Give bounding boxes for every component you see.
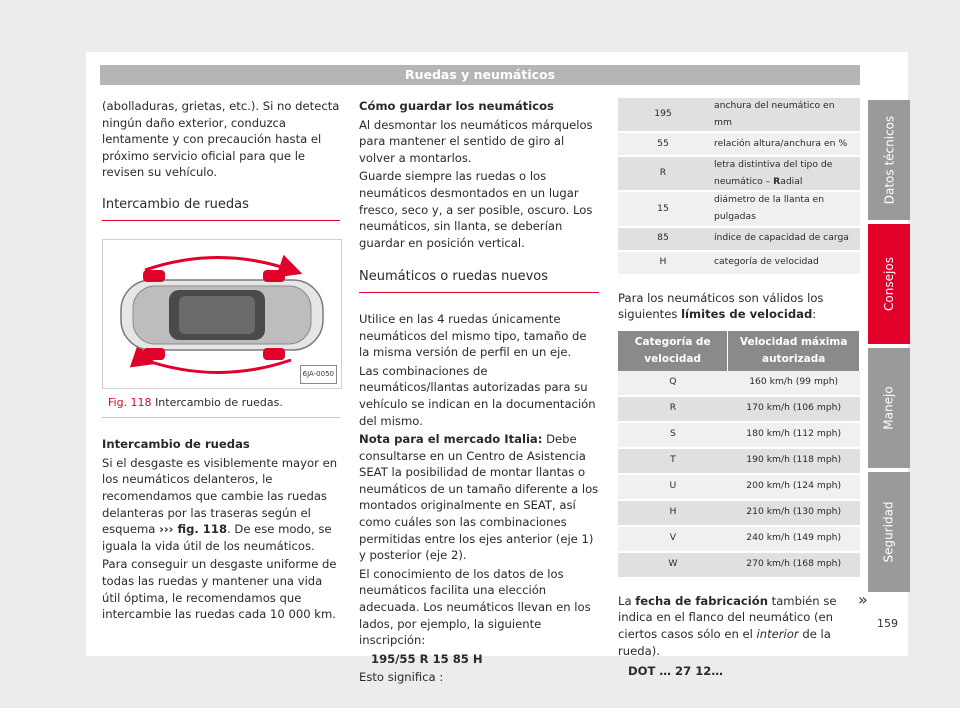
column-1 [102, 98, 340, 625]
tab-label: Manejo [882, 386, 896, 430]
paragraph-storage-2: Guarde siempre las ruedas o los neumáticos desmontados en un lugar fresco, seco y, a ser posible, oscuro. Los neumáticos, sin llanta, se deberían guardar en posición vertical. [359, 169, 593, 250]
paragraph-new-tyres-1: Utilice en las 4 ruedas únicamente neumáticos del mismo tipo, tamaño de la misma versión de perfil en un eje. [359, 311, 587, 360]
table-cell: índice de capacidad de carga [708, 227, 860, 251]
paragraph-rotation-2: Para conseguir un desgaste uniforme de todas las ruedas y mantener una vida útil óptima, le recomendamos que intercambie las ruedas cada 10 000 km. [102, 557, 337, 622]
speed-category-table [618, 331, 860, 579]
cell-text: adial [780, 175, 803, 187]
tab-label: Seguridad [882, 501, 897, 563]
subheading-storage: Cómo guardar los neumáticos [359, 99, 554, 113]
paragraph-storage-1: Al desmontar los neumáticos márquelos para mantener el sentido de giro al volver a montarlos. [359, 117, 593, 165]
table-row [618, 98, 860, 132]
figure-caption [108, 395, 340, 412]
tab-label: Datos técnicos [882, 115, 896, 205]
column-header: Velocidad máxima autorizada [728, 331, 860, 371]
subheading-wheel-rotation: Intercambio de ruedas [102, 437, 250, 452]
caption-divider [102, 417, 340, 418]
table-cell [708, 156, 860, 191]
column-3 [618, 98, 860, 682]
page-number: 159 [877, 617, 898, 630]
table-row [618, 251, 860, 275]
paragraph-italy-note [359, 431, 599, 564]
italy-note-label: Nota para el mercado Italia: [359, 432, 543, 447]
table-cell: H [618, 500, 728, 526]
table-cell: 270 km/h (168 mph) [728, 552, 860, 578]
table-cell: V [618, 526, 728, 552]
tyre-code-table [618, 98, 860, 276]
intro-paragraph: (abolladuras, grietas, etc.). Si no detecta ningún daño exterior, conduzca lentamente y con precaución hasta el próximo servicio oficial para que le revisen su vehículo. [102, 99, 340, 180]
figure-number: Fig. 118 [108, 395, 152, 409]
table-cell: H [618, 251, 708, 275]
table-header-row [618, 331, 860, 371]
table-cell: R [618, 156, 708, 191]
paragraph-text: La [618, 593, 636, 608]
table-row [618, 132, 860, 156]
table-cell: 55 [618, 132, 708, 156]
paragraph-text: Si el desgaste es visiblemente mayor en los neumáticos delanteros, le recomendamos que cambie las ruedas delanteras por las traseras según el esquema [102, 455, 338, 537]
tab-manejo[interactable] [868, 348, 910, 468]
tab-label: Consejos [882, 257, 897, 311]
paragraph-manufacture-date [618, 593, 860, 659]
paragraph-text: Para los neumáticos son válidos los siguientes [618, 290, 824, 322]
table-cell: T [618, 448, 728, 474]
table-cell: 180 km/h (112 mph) [728, 422, 860, 448]
paragraph-text-bold: límites de velocidad [681, 307, 813, 322]
table-cell: 190 km/h (118 mph) [728, 448, 860, 474]
paragraph-text-italic: interior [756, 626, 799, 641]
figure-caption-text: Intercambio de ruedas. [155, 395, 283, 409]
paragraph-text-bold: fecha de fabricación [635, 593, 768, 608]
table-cell: U [618, 474, 728, 500]
paragraph-new-tyres-2: Las combinaciones de neumáticos/llantas autorizadas para su vehículo se indican en la documentación del mismo. [359, 363, 596, 428]
table-cell: S [618, 422, 728, 448]
paragraph-text: . De ese modo, se iguala la vida útil de los neumáticos. [102, 522, 332, 553]
table-row [618, 227, 860, 251]
table-row [618, 448, 860, 474]
table-row [618, 396, 860, 422]
figure-code-label: 6JA-0050 [300, 365, 337, 384]
paragraph-text: de la rueda). [618, 626, 831, 658]
column-2 [359, 98, 599, 688]
figure-wheel-rotation [102, 239, 342, 389]
paragraph-text: : [812, 307, 817, 322]
table-cell: 210 km/h (130 mph) [728, 500, 860, 526]
continue-arrow-icon: » [858, 590, 868, 609]
cell-text-bold: R [773, 175, 781, 187]
table-row [618, 474, 860, 500]
table-cell: 15 [618, 191, 708, 226]
tyre-code-example: 195/55 R 15 85 H [371, 651, 483, 666]
table-cell: 195 [618, 98, 708, 132]
table-cell: anchura del neumático en mm [708, 98, 860, 132]
section-title-new-tyres: Neumáticos o ruedas nuevos [359, 269, 599, 293]
paragraph-text: también se indica en el flanco del neumático (en ciertos casos sólo en el [618, 593, 837, 641]
tab-seguridad[interactable] [868, 472, 910, 592]
table-row [618, 191, 860, 226]
table-cell: R [618, 396, 728, 422]
table-cell: 85 [618, 227, 708, 251]
table-cell: 160 km/h (99 mph) [728, 371, 860, 396]
italy-note-text: Debe consultarse en un Centro de Asistencia SEAT la posibilidad de montar llantas o neumáticos de un tamaño diferente a los montados originalmente en SEAT, así como cuáles son las combinaciones permitidas entre los ejes anterior (eje 1) y posterior (eje 2). [359, 432, 599, 563]
paragraph-speed-limits [618, 290, 860, 323]
table-row [618, 156, 860, 191]
table-row [618, 500, 860, 526]
page-header: Ruedas y neumáticos [100, 65, 860, 85]
table-row [618, 526, 860, 552]
section-title-wheel-rotation: Intercambio de ruedas [102, 197, 340, 221]
paragraph-new-tyres-3: El conocimiento de los datos de los neumáticos facilita una elección adecuada. Los neumáticos llevan en los lados, por ejemplo, la siguiente inscripción: [359, 566, 591, 648]
table-cell: 170 km/h (106 mph) [728, 396, 860, 422]
table-cell: W [618, 552, 728, 578]
paragraph-rotation-1 [102, 455, 340, 555]
tab-consejos[interactable] [868, 224, 910, 344]
table-cell: relación altura/anchura en % [708, 132, 860, 156]
table-cell: 240 km/h (149 mph) [728, 526, 860, 552]
table-cell: categoría de velocidad [708, 251, 860, 275]
dot-code-example: DOT … 27 12… [628, 664, 723, 679]
table-row [618, 552, 860, 578]
table-cell: Q [618, 371, 728, 396]
column-header: Categoría de velocidad [618, 331, 728, 371]
tab-datos-tecnicos[interactable] [868, 100, 910, 220]
table-row [618, 422, 860, 448]
table-cell: 200 km/h (124 mph) [728, 474, 860, 500]
table-cell: diámetro de la llanta en pulgadas [708, 191, 860, 226]
table-row [618, 371, 860, 396]
paragraph-meaning: Esto significa : [359, 670, 444, 685]
cell-text: letra distintiva del tipo de neumático – [714, 159, 833, 187]
figure-link[interactable]: ››› fig. 118 [159, 522, 228, 537]
